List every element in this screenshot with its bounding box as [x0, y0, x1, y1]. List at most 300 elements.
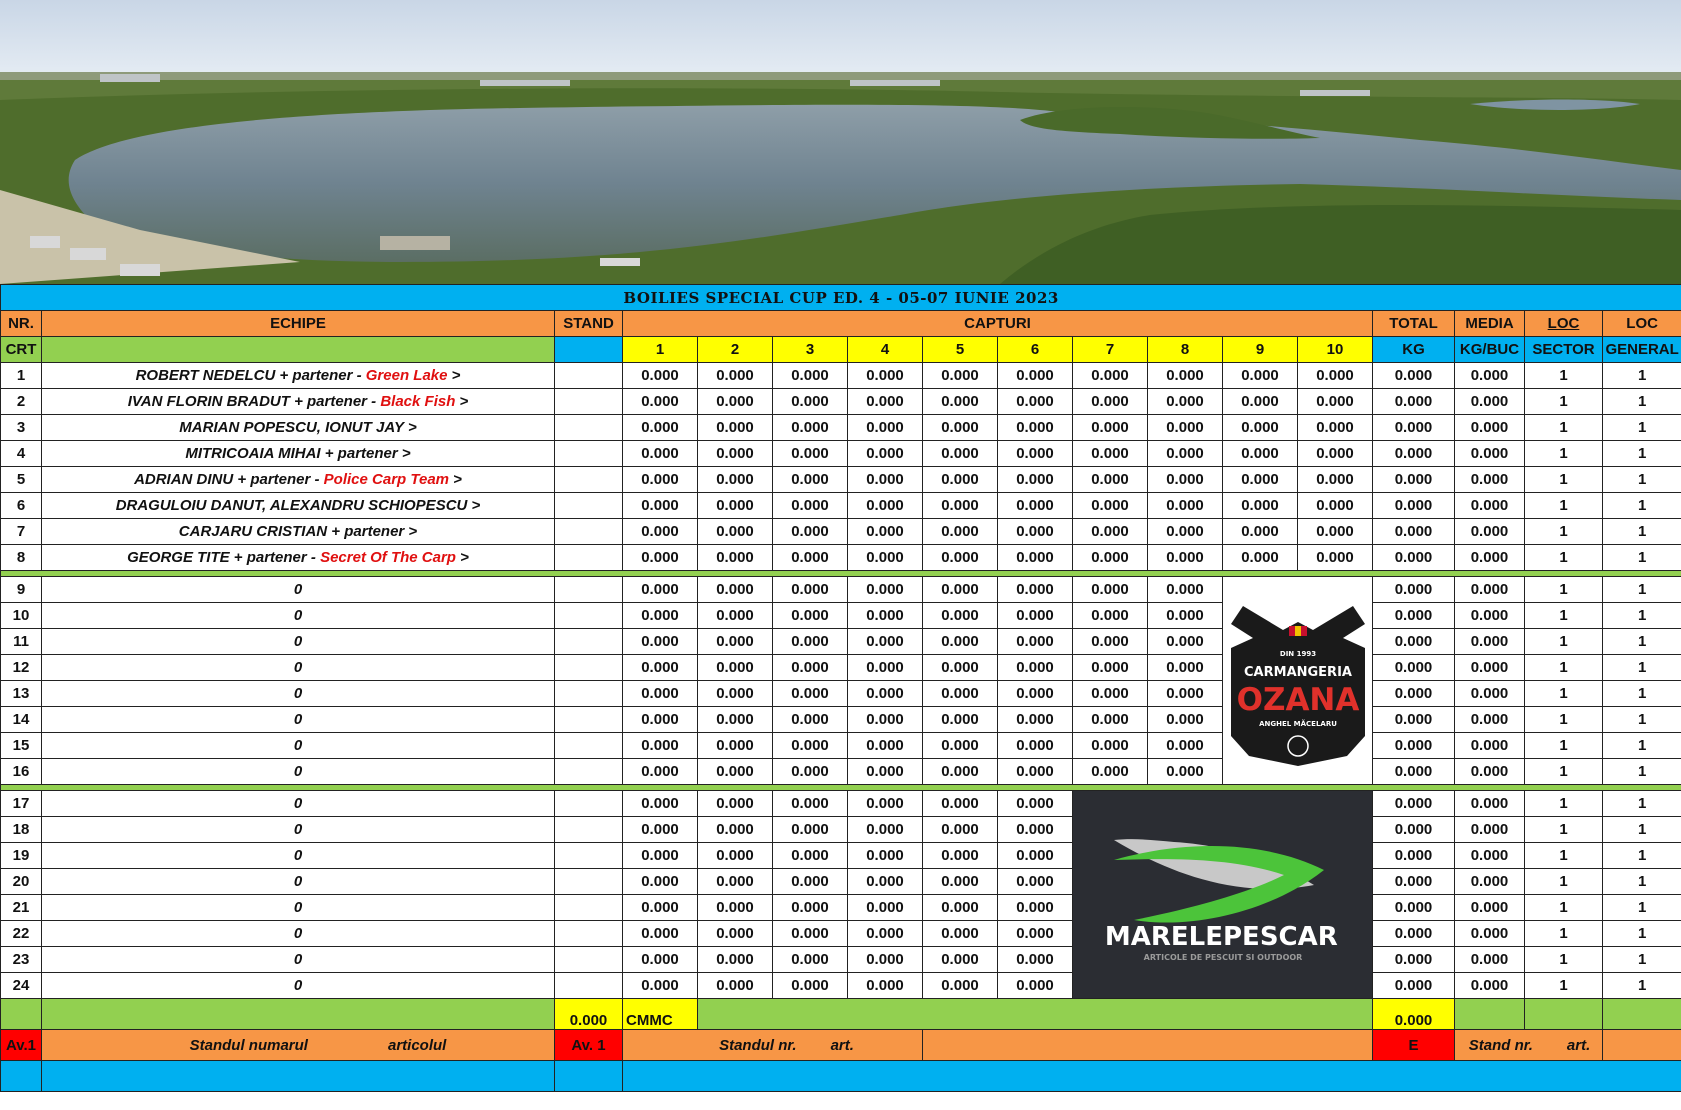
loc-sector: 1: [1525, 733, 1603, 759]
catch-value: 0.000: [773, 519, 848, 545]
loc-sector: 1: [1525, 577, 1603, 603]
team-name: 0: [42, 759, 555, 785]
catch-value: 0.000: [773, 791, 848, 817]
loc-sector: 1: [1525, 655, 1603, 681]
team-sponsor: Secret Of The Carp: [320, 549, 461, 566]
catch-value: 0.000: [998, 681, 1073, 707]
media-kgbuc: 0.000: [1455, 493, 1525, 519]
catch-value: 0.000: [698, 733, 773, 759]
loc-general: 1: [1603, 389, 1681, 415]
ozana-top-text: CARMANGERIA: [1244, 664, 1352, 680]
row-number: 10: [1, 603, 42, 629]
table-row: [1, 707, 1681, 733]
general-header: GENERAL: [1603, 337, 1681, 363]
team-name: [42, 441, 555, 467]
carmangeria-ozana-logo: [1223, 577, 1373, 785]
stand-nr: [1455, 1030, 1603, 1061]
stand-cell: [555, 869, 623, 895]
total-kg: 0.000: [1373, 895, 1455, 921]
marele-pescar-logo-graphic: [1074, 800, 1372, 990]
loc-general: 1: [1603, 629, 1681, 655]
total-kg: 0.000: [1373, 603, 1455, 629]
table-row: [1, 389, 1681, 415]
stand-cell: [555, 655, 623, 681]
catch-value: 0.000: [998, 921, 1073, 947]
catch-value: 0.000: [698, 707, 773, 733]
catch-value: 0.000: [848, 681, 923, 707]
catch-value: 0.000: [1298, 363, 1373, 389]
catch-value: 0.000: [1298, 415, 1373, 441]
catch-value: 0.000: [623, 843, 698, 869]
total-kg: 0.000: [1373, 415, 1455, 441]
team-sponsor: Black Fish: [380, 393, 460, 410]
catch-value: 0.000: [848, 895, 923, 921]
catch-value: 0.000: [1223, 493, 1298, 519]
bottom-row: [1, 1061, 1681, 1092]
media-kgbuc: 0.000: [1455, 389, 1525, 415]
stand-cell: [555, 791, 623, 817]
catch-value: 0.000: [623, 467, 698, 493]
e-label: E: [1373, 1030, 1455, 1061]
catch-value: 0.000: [773, 681, 848, 707]
standul-numarul-text: Standul numarul: [189, 1036, 308, 1054]
catch-col-header: 6: [998, 337, 1073, 363]
loc-sector: 1: [1525, 441, 1603, 467]
team-name: [42, 363, 555, 389]
catch-value: 0.000: [623, 577, 698, 603]
bottom-stand: [555, 1061, 623, 1092]
media-kgbuc: 0.000: [1455, 441, 1525, 467]
total-kg: 0.000: [1373, 467, 1455, 493]
catch-col-header: 9: [1223, 337, 1298, 363]
row-number: 3: [1, 415, 42, 441]
catch-value: 0.000: [1148, 441, 1223, 467]
marele-text: MARELE: [1104, 921, 1223, 952]
catch-value: 0.000: [773, 441, 848, 467]
catch-value: 0.000: [998, 603, 1073, 629]
catch-value: 0.000: [1073, 655, 1148, 681]
media-kgbuc: 0.000: [1455, 973, 1525, 999]
art2-text: art.: [1566, 1036, 1591, 1054]
catch-value: 0.000: [1073, 681, 1148, 707]
catch-value: 0.000: [1148, 707, 1223, 733]
kgbuc-header: KG/BUC: [1455, 337, 1525, 363]
catch-value: 0.000: [698, 843, 773, 869]
team-members: MARIAN POPESCU, IONUT JAY: [179, 419, 408, 436]
row-number: 11: [1, 629, 42, 655]
loc-general: 1: [1603, 577, 1681, 603]
loc-sector: 1: [1525, 389, 1603, 415]
media-kgbuc: 0.000: [1455, 895, 1525, 921]
team-name: 0: [42, 817, 555, 843]
catch-value: 0.000: [1148, 681, 1223, 707]
catch-value: 0.000: [923, 389, 998, 415]
catch-value: 0.000: [1148, 467, 1223, 493]
catch-value: 0.000: [848, 519, 923, 545]
catch-value: 0.000: [698, 603, 773, 629]
catch-value: 0.000: [773, 869, 848, 895]
loc-general: 1: [1603, 947, 1681, 973]
kg-header: KG: [1373, 337, 1455, 363]
summary-row: [1, 999, 1681, 1030]
catch-value: 0.000: [1073, 603, 1148, 629]
loc-general: 1: [1603, 681, 1681, 707]
table-row: [1, 415, 1681, 441]
loc-general: 1: [1603, 415, 1681, 441]
catch-value: 0.000: [848, 947, 923, 973]
catch-value: 0.000: [1298, 389, 1373, 415]
catch-value: 0.000: [773, 843, 848, 869]
catch-value: 0.000: [848, 363, 923, 389]
catch-value: 0.000: [998, 389, 1073, 415]
catch-value: 0.000: [1223, 545, 1298, 571]
loc-sector: 1: [1525, 681, 1603, 707]
catch-value: 0.000: [698, 973, 773, 999]
catch-value: 0.000: [623, 791, 698, 817]
catch-value: 0.000: [998, 519, 1073, 545]
row-number: 13: [1, 681, 42, 707]
catch-value: 0.000: [1148, 655, 1223, 681]
total-kg: 0.000: [1373, 869, 1455, 895]
summary-general: [1603, 999, 1681, 1030]
catch-value: 0.000: [1148, 577, 1223, 603]
team-name: 0: [42, 629, 555, 655]
catch-value: 0.000: [773, 817, 848, 843]
total-kg: 0.000: [1373, 843, 1455, 869]
total-kg: 0.000: [1373, 441, 1455, 467]
catch-value: 0.000: [1148, 603, 1223, 629]
catch-value: 0.000: [773, 493, 848, 519]
stand-nr-text: Stand nr.: [1468, 1036, 1533, 1054]
catch-value: 0.000: [923, 843, 998, 869]
catch-value: 0.000: [1148, 415, 1223, 441]
media-kgbuc: 0.000: [1455, 869, 1525, 895]
catch-value: 0.000: [773, 577, 848, 603]
catch-value: 0.000: [923, 655, 998, 681]
team-arrow: >: [451, 367, 461, 384]
table-row: [1, 545, 1681, 571]
catch-value: 0.000: [1073, 415, 1148, 441]
media-kgbuc: 0.000: [1455, 629, 1525, 655]
catch-value: 0.000: [923, 707, 998, 733]
total-header: TOTAL: [1373, 311, 1455, 337]
row-number: 2: [1, 389, 42, 415]
loc-sector-header: LOC: [1525, 311, 1603, 337]
catch-value: 0.000: [1223, 441, 1298, 467]
total-kg: 0.000: [1373, 707, 1455, 733]
catch-value: 0.000: [848, 843, 923, 869]
row-number: 21: [1, 895, 42, 921]
standul-nr: [623, 1030, 923, 1061]
catch-value: 0.000: [623, 519, 698, 545]
catch-value: 0.000: [773, 759, 848, 785]
catch-value: 0.000: [923, 733, 998, 759]
catch-value: 0.000: [923, 467, 998, 493]
media-kgbuc: 0.000: [1455, 947, 1525, 973]
catch-value: 0.000: [623, 707, 698, 733]
catch-value: 0.000: [998, 545, 1073, 571]
team-name: 0: [42, 577, 555, 603]
media-kgbuc: 0.000: [1455, 759, 1525, 785]
catch-value: 0.000: [623, 759, 698, 785]
catch-value: 0.000: [623, 415, 698, 441]
loc-sector: 1: [1525, 629, 1603, 655]
catch-value: 0.000: [698, 869, 773, 895]
catch-value: 0.000: [1223, 467, 1298, 493]
catch-value: 0.000: [773, 973, 848, 999]
row-number: 16: [1, 759, 42, 785]
team-members: DRAGULOIU DANUT, ALEXANDRU SCHIOPESCU: [115, 497, 472, 514]
loc-sector: 1: [1525, 791, 1603, 817]
loc-general: 1: [1603, 843, 1681, 869]
stand-cell: [555, 603, 623, 629]
nr-header: NR.: [1, 311, 42, 337]
catch-value: 0.000: [1223, 389, 1298, 415]
catch-value: 0.000: [698, 947, 773, 973]
table-row: [1, 817, 1681, 843]
catch-value: 0.000: [923, 921, 998, 947]
loc-general: 1: [1603, 759, 1681, 785]
team-arrow: >: [471, 497, 481, 514]
catch-value: 0.000: [623, 441, 698, 467]
bottom-nr: [1, 1061, 42, 1092]
stand-header: STAND: [555, 311, 623, 337]
catch-value: 0.000: [998, 363, 1073, 389]
catch-value: 0.000: [1148, 733, 1223, 759]
catch-value: 0.000: [623, 681, 698, 707]
catch-value: 0.000: [698, 921, 773, 947]
catch-value: 0.000: [1073, 441, 1148, 467]
loc-sector: 1: [1525, 947, 1603, 973]
crt-header: CRT: [1, 337, 42, 363]
catch-value: 0.000: [1148, 629, 1223, 655]
team-name: [42, 415, 555, 441]
catch-col-header: 10: [1298, 337, 1373, 363]
stand-cell: [555, 733, 623, 759]
team-arrow: >: [407, 419, 417, 436]
team-arrow: >: [460, 549, 469, 566]
bottom-echipe: [42, 1061, 555, 1092]
row-number: 1: [1, 363, 42, 389]
catch-value: 0.000: [623, 655, 698, 681]
catch-value: 0.000: [998, 817, 1073, 843]
table-row: [1, 629, 1681, 655]
art-text: art.: [830, 1036, 854, 1054]
team-name: [42, 467, 555, 493]
loc-sector: 1: [1525, 973, 1603, 999]
catch-value: 0.000: [848, 759, 923, 785]
total-kg: 0.000: [1373, 493, 1455, 519]
catch-value: 0.000: [623, 973, 698, 999]
stand-cell: [555, 817, 623, 843]
loc-general: 1: [1603, 467, 1681, 493]
catch-value: 0.000: [1073, 759, 1148, 785]
stand-cell: [555, 629, 623, 655]
stand-cell: [555, 577, 623, 603]
catch-value: 0.000: [698, 759, 773, 785]
media-kgbuc: 0.000: [1455, 415, 1525, 441]
catch-value: 0.000: [1298, 545, 1373, 571]
catch-col-header: 1: [623, 337, 698, 363]
stand-cell: [555, 415, 623, 441]
echipe-header: ECHIPE: [42, 311, 555, 337]
bottom-fill: [623, 1061, 1681, 1092]
catch-col-header: 7: [1073, 337, 1148, 363]
catch-value: 0.000: [998, 441, 1073, 467]
ozana-logo-graphic: [1223, 586, 1373, 776]
catch-value: 0.000: [848, 733, 923, 759]
row-number: 12: [1, 655, 42, 681]
catch-value: 0.000: [623, 921, 698, 947]
catch-value: 0.000: [623, 817, 698, 843]
table-row: [1, 895, 1681, 921]
catch-value: 0.000: [848, 817, 923, 843]
catch-value: 0.000: [848, 441, 923, 467]
catch-value: 0.000: [998, 791, 1073, 817]
loc-sector: 1: [1525, 415, 1603, 441]
catch-value: 0.000: [848, 973, 923, 999]
catch-value: 0.000: [923, 603, 998, 629]
media-kgbuc: 0.000: [1455, 707, 1525, 733]
lake-banner-illustration: [0, 0, 1681, 284]
summary-nr: [1, 999, 42, 1030]
media-header: MEDIA: [1455, 311, 1525, 337]
stand-cell: [555, 947, 623, 973]
team-arrow: >: [453, 471, 462, 488]
catch-value: 0.000: [1223, 363, 1298, 389]
catch-value: 0.000: [773, 707, 848, 733]
loc-sector: 1: [1525, 519, 1603, 545]
capturi-header: CAPTURI: [623, 311, 1373, 337]
catch-value: 0.000: [848, 869, 923, 895]
stand-cell: [555, 467, 623, 493]
catch-value: 0.000: [848, 655, 923, 681]
catch-value: 0.000: [1073, 545, 1148, 571]
catch-value: 0.000: [848, 389, 923, 415]
loc-general: 1: [1603, 363, 1681, 389]
total-kg: 0.000: [1373, 973, 1455, 999]
results-spreadsheet: [0, 284, 1681, 1092]
catch-value: 0.000: [998, 869, 1073, 895]
loc-sector: 1: [1525, 921, 1603, 947]
catch-value: 0.000: [698, 389, 773, 415]
loc-general: 1: [1603, 707, 1681, 733]
stand-total: 0.000: [555, 999, 623, 1030]
echipe-subheader: [42, 337, 555, 363]
av1-mid: Av. 1: [555, 1030, 623, 1061]
catch-value: 0.000: [698, 493, 773, 519]
table-row: [1, 733, 1681, 759]
loc-sector: 1: [1525, 895, 1603, 921]
stand-cell: [555, 519, 623, 545]
catch-value: 0.000: [1073, 389, 1148, 415]
catch-value: 0.000: [773, 363, 848, 389]
catch-value: 0.000: [923, 545, 998, 571]
catch-value: 0.000: [923, 869, 998, 895]
footer-general: [1603, 1030, 1681, 1061]
catch-value: 0.000: [773, 389, 848, 415]
media-kgbuc: 0.000: [1455, 921, 1525, 947]
table-row: [1, 791, 1681, 817]
catch-value: 0.000: [1073, 493, 1148, 519]
stand-cell: [555, 441, 623, 467]
catch-value: 0.000: [848, 415, 923, 441]
stand-subheader: [555, 337, 623, 363]
total-kg: 0.000: [1373, 681, 1455, 707]
loc-sector: 1: [1525, 817, 1603, 843]
loc-general-header: LOC: [1603, 311, 1681, 337]
catch-value: 0.000: [1073, 519, 1148, 545]
table-row: [1, 493, 1681, 519]
table-row: [1, 843, 1681, 869]
media-kgbuc: 0.000: [1455, 681, 1525, 707]
catch-value: 0.000: [698, 817, 773, 843]
total-kg: 0.000: [1373, 759, 1455, 785]
catch-value: 0.000: [1298, 467, 1373, 493]
total-kg: 0.000: [1373, 921, 1455, 947]
total-kg: 0.000: [1373, 629, 1455, 655]
catch-value: 0.000: [848, 603, 923, 629]
table-row: [1, 869, 1681, 895]
catch-value: 0.000: [698, 467, 773, 493]
catch-value: 0.000: [1298, 519, 1373, 545]
catch-value: 0.000: [923, 791, 998, 817]
catch-value: 0.000: [998, 973, 1073, 999]
catch-value: 0.000: [773, 629, 848, 655]
catch-value: 0.000: [773, 415, 848, 441]
stand-cell: [555, 707, 623, 733]
total-kg: 0.000: [1373, 519, 1455, 545]
table-row: [1, 603, 1681, 629]
row-number: 9: [1, 577, 42, 603]
standul-nr-text: Standul nr.: [719, 1036, 797, 1054]
summary-echipe: [42, 999, 555, 1030]
ozana-name-text: OZANA: [1236, 681, 1360, 718]
media-kgbuc: 0.000: [1455, 545, 1525, 571]
catch-value: 0.000: [923, 519, 998, 545]
loc-general: 1: [1603, 655, 1681, 681]
catch-value: 0.000: [773, 545, 848, 571]
stand-cell: [555, 973, 623, 999]
team-members: MITRICOAIA MIHAI + partener: [185, 445, 402, 462]
team-name: 0: [42, 843, 555, 869]
catch-value: 0.000: [698, 629, 773, 655]
catch-value: 0.000: [773, 467, 848, 493]
table-row: [1, 947, 1681, 973]
loc-general: 1: [1603, 441, 1681, 467]
marele-sub-text: ARTICOLE DE PESCUIT SI OUTDOOR: [1143, 952, 1302, 962]
catch-value: 0.000: [848, 629, 923, 655]
sector-header: SECTOR: [1525, 337, 1603, 363]
kg-total: 0.000: [1373, 999, 1455, 1030]
loc-sector: 1: [1525, 603, 1603, 629]
media-kgbuc: 0.000: [1455, 519, 1525, 545]
loc-general: 1: [1603, 545, 1681, 571]
catch-value: 0.000: [773, 603, 848, 629]
catch-value: 0.000: [698, 577, 773, 603]
team-name: [42, 519, 555, 545]
loc-sector: 1: [1525, 363, 1603, 389]
media-kgbuc: 0.000: [1455, 577, 1525, 603]
media-kgbuc: 0.000: [1455, 733, 1525, 759]
table-row: [1, 655, 1681, 681]
loc-sector: 1: [1525, 467, 1603, 493]
catch-value: 0.000: [773, 947, 848, 973]
catch-value: 0.000: [998, 707, 1073, 733]
catch-value: 0.000: [1223, 415, 1298, 441]
standul-numarul: [42, 1030, 555, 1061]
team-name: [42, 493, 555, 519]
